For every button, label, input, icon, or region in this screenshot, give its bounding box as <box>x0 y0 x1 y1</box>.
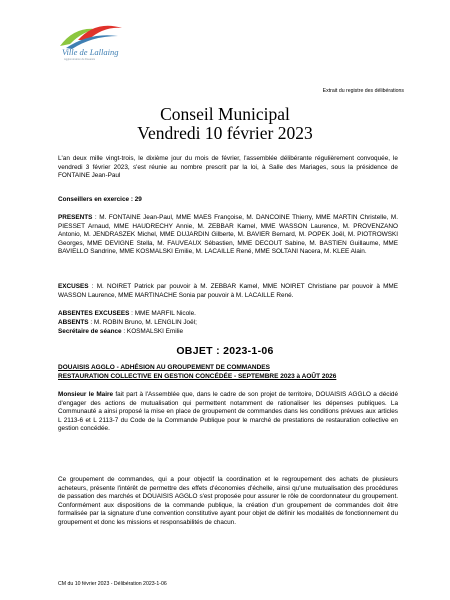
body-speaker: Monsieur le Maire <box>58 391 114 398</box>
presents-label: PRESENTS <box>58 214 93 221</box>
absents-list: : M. ROBIN Bruno, M. LENGLIN Joël; <box>88 319 197 326</box>
body-text-1: fait part à l'Assemblée que, dans le cadre de son projet de territoire, DOUAISIS AGGLO a décidé d'engager des actions de mutualisation qui permettent notamment de rationaliser les dépenses publiques. La Communauté a ainsi proposé la mise en place de groupement de commandes dans les conditions prévues aux articles L 2113-6 et L 2113-7 du Code de la Commande Publique pour le marché de prestations de restauration collective en gestion concédée. <box>58 391 398 433</box>
conseillers-line <box>58 196 398 205</box>
logo-name: Ville de Lallaing <box>62 47 119 57</box>
page-footer: CM du 10 février 2023 - Délibération 2023-1-06 <box>58 581 167 587</box>
absentes-excusees-label: ABSENTES EXCUSEES <box>58 310 130 317</box>
excuses-label: EXCUSES <box>58 283 89 290</box>
town-logo <box>56 16 128 66</box>
absents-label: ABSENTS <box>58 319 89 326</box>
document-date: Vendredi 10 février 2023 <box>137 123 313 143</box>
conseillers-count: Conseillers en exercice : 29 <box>58 196 142 203</box>
secretaire-label: Secrétaire de séance <box>58 328 122 335</box>
subject-line-1: DOUAISIS AGGLO - ADHÉSION AU GROUPEMENT DE COMMANDES <box>58 364 270 371</box>
presents-paragraph <box>58 214 398 257</box>
body-paragraph-2: Ce groupement de commandes, qui a pour objectif la coordination et le regroupement des achats de plusieurs acheteurs, présente l'intérêt de permettre des effets d'économies d'échelle, ainsi qu'une mutualisation des procédures de passation des marchés et DOUAISIS AGGLO s'est proposée pour assurer le rôle de coordonnateur du groupement. Conformément aux dispositions de la commande publique, la création d'un groupement de commandes doit être formalisée par la signature d'une convention constitutive ayant pour objet de définir les modalités de fonctionnement du groupement et donc les missions et responsabilités de chacun. <box>58 476 398 526</box>
intro-paragraph: L'an deux mille vingt-trois, le dixième jour du mois de février, l'assemblée délibérante régulièrement convoquée, le vendredi 3 février 2023, s'est réunie au nombre prescrit par la loi, à Salle des Mariages, sous la présidence de FONTAINE Jean-Paul <box>58 155 398 180</box>
subject-line-2: RESTAURATION COLLECTIVE EN GESTION CONCÉDÉE - SEPTEMBRE 2023 à AOÛT 2026 <box>58 373 337 380</box>
absentes-excusees-list: : MME MARFIL Nicole. <box>129 310 196 317</box>
secretaire-line <box>58 328 398 337</box>
logo-tagline: Agglomération du Douaisis <box>64 58 95 61</box>
secretaire-name: : KOSMALSKI Emilie <box>121 328 184 335</box>
absents-line <box>58 319 398 328</box>
absentes-excusees-line <box>58 310 398 319</box>
excuses-list: : M. NOIRET Patrick par pouvoir à M. ZEBBAR Kamel, MME NOIRET Christiane par pouvoir à MME WASSON Laurence, MME MARTINACHE Sonia par pouvoir à M. LACAILLE René. <box>58 283 398 299</box>
body-paragraph-1 <box>58 391 398 434</box>
excuses-paragraph <box>58 283 398 300</box>
extract-label: Extrait du registre des délibérations <box>322 88 404 94</box>
presents-list: : M. FONTAINE Jean-Paul, MME MAES Françoise, M. DANCOINE Thierry, MME MARTIN Christelle, M. PIESSET Arnaud, MME HAUDRECHY Annie, M. ZEBBAR Kamel, MME WASSON Laurence, M. PROVENZANO Antonio, M. JENDRASZEK Michel, MME DUJARDIN Gilberte, M. BAVIER Bernard, M. POPEK Joël, M. PIOTROWSKI Georges, MME DEVIGNE Stella, M. FAUVEAUX Sébastien, MME DECOUT Sabine, M. BASTIEN Guillaume, MME BAVIELLO Sandrine, MME KOSMALSKI Emilie, M. LACAILLE René, MME SOLTANI Nacera, M. KLEE Alain. <box>58 214 398 256</box>
objet-heading: OBJET : 2023-1-06 <box>176 345 274 357</box>
document-title: Conseil Municipal <box>160 104 290 124</box>
